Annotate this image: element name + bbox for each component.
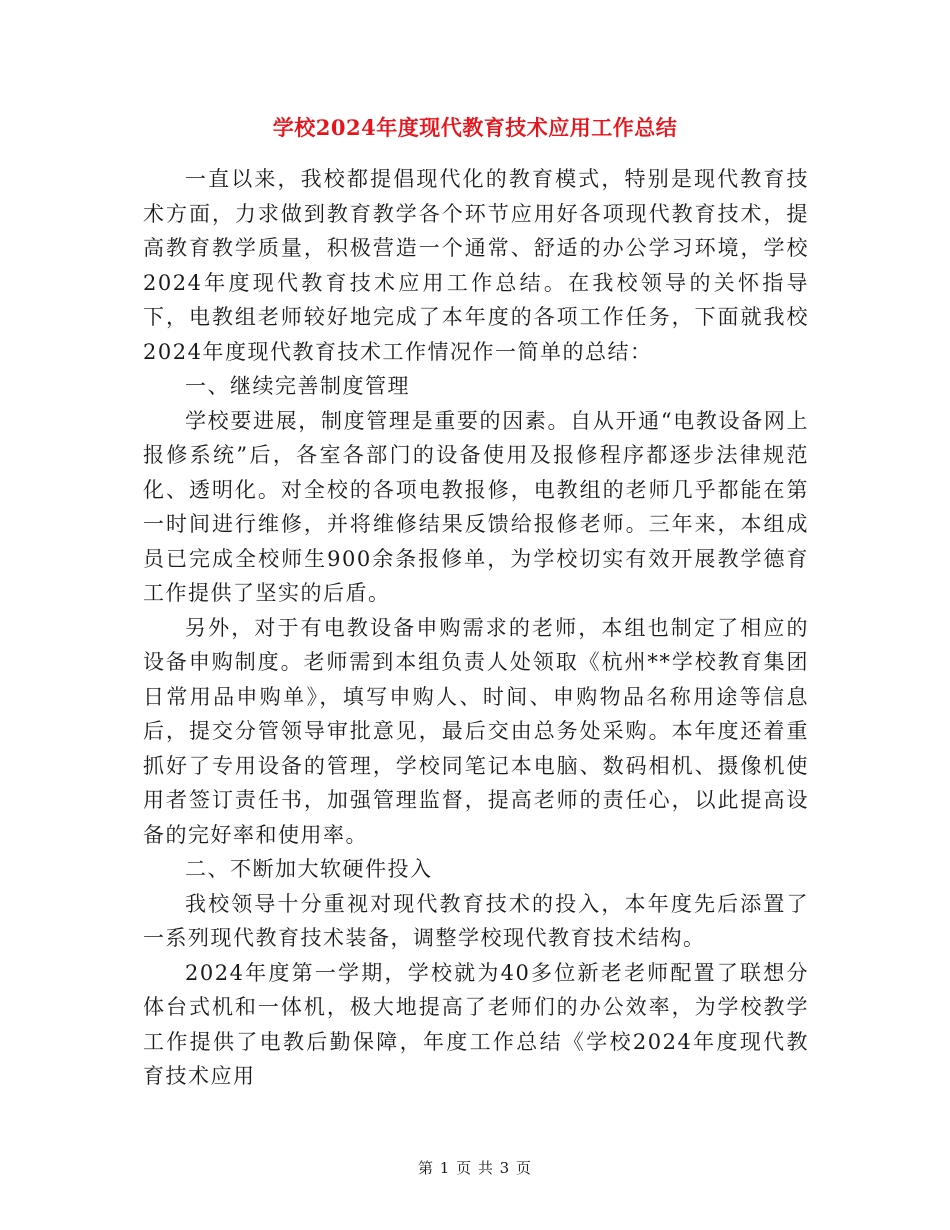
paragraph-system: 学校要进展，制度管理是重要的因素。自从开通“电教设备网上报修系统”后，各室各部门的设备使用及报修程序都逐步法律规范化、透明化。对全校的各项电教报修，电教组的老师几乎都能在第一时间进行维修，并将维修结果反馈给报修老师。三年来，本组成员已完成全校师生900余条报修单，为学校切实有效开展教学德育工作提供了坚实的后盾。 — [143, 408, 809, 605]
section-heading-1: 一、继续完善制度管理 — [185, 374, 410, 398]
page-number-footer: 第 1 页 共 3 页 — [418, 1159, 532, 1177]
section-heading-2: 二、不断加大软硬件投入 — [185, 857, 433, 881]
paragraph-first-term: 2024年度第一学期，学校就为40多位新老老师配置了联想分体台式机和一体机，极大地提高了老师们的办公效率，为学校教学工作提供了电教后勤保障，年度工作总结《学校2024年度现代教育技术应用 — [143, 960, 809, 1088]
document-title: 学校2024年度现代教育技术应用工作总结 — [272, 115, 678, 140]
document-body — [143, 162, 809, 1094]
paragraph-purchase: 另外，对于有电教设备申购需求的老师，本组也制定了相应的设备申购制度。老师需到本组负责人处领取《杭州**学校教育集团日常用品申购单》，填写申购人、时间、申购物品名称用途等信息后，提交分管领导审批意见，最后交由总务处采购。本年度还着重抓好了专用设备的管理，学校同笔记本电脑、数码相机、摄像机使用者签订责任书，加强管理监督，提高老师的责任心，以此提高设备的完好率和使用率。 — [143, 615, 809, 847]
paragraph-intro: 一直以来，我校都提倡现代化的教育模式，特别是现代教育技术方面，力求做到教育教学各个环节应用好各项现代教育技术，提高教育教学质量，积极营造一个通常、舒适的办公学习环境，学校2024年度现代教育技术应用工作总结。在我校领导的关怀指导下，电教组老师较好地完成了本年度的各项工作任务，下面就我校2024年度现代教育技术工作情况作一简单的总结： — [143, 167, 809, 364]
paragraph-investment: 我校领导十分重视对现代教育技术的投入，本年度先后添置了一系列现代教育技术装备，调整学校现代教育技术结构。 — [143, 891, 809, 950]
